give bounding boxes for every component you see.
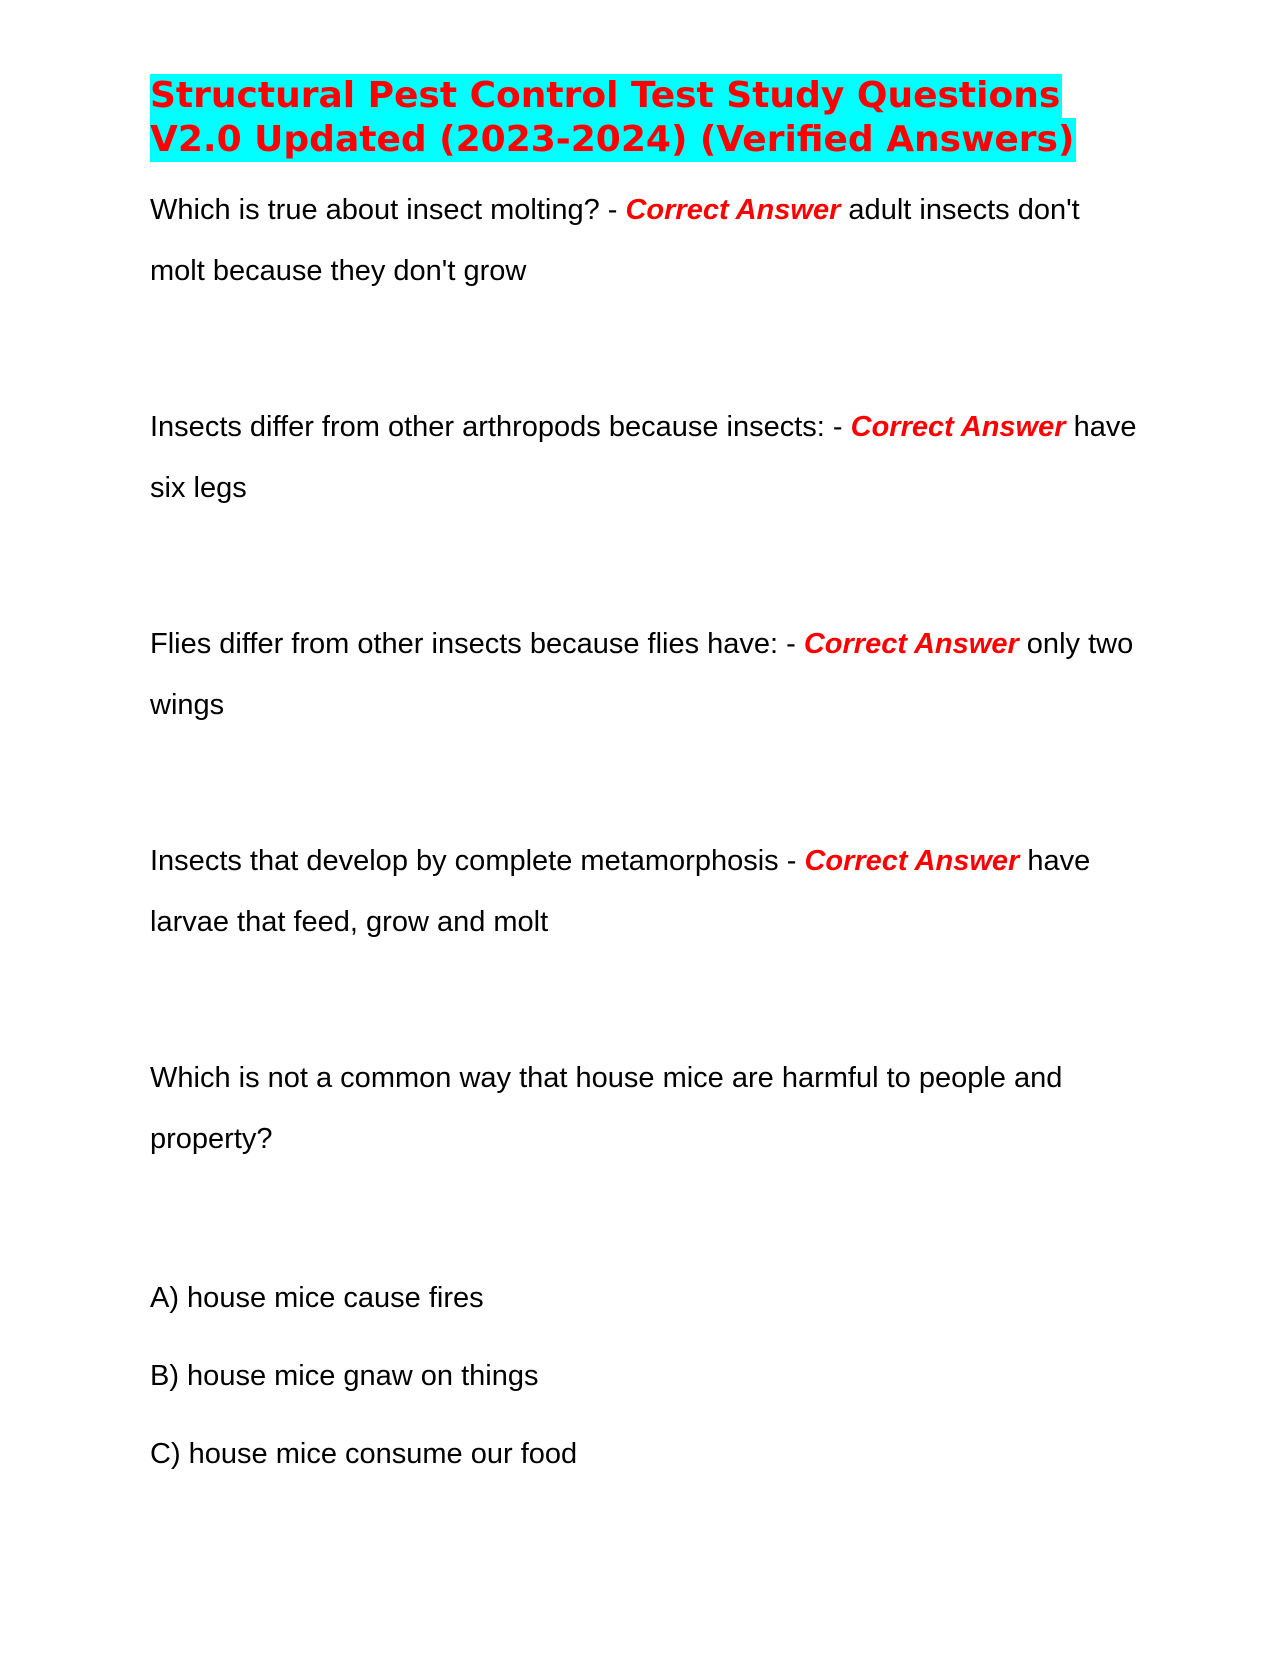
document-page — [150, 0, 1150, 1470]
open-question: Which is not a common way that house mice are harmful to people and property? — [150, 1062, 1063, 1155]
qa-item-4 — [150, 831, 1140, 953]
option-a: A) house mice cause fires — [150, 1282, 484, 1314]
title-line-1: Structural Pest Control Test Study Questions — [150, 75, 1061, 116]
question-text: Which is true about insect molting? - — [150, 194, 626, 226]
correct-answer-label: Correct Answer — [803, 628, 1019, 660]
answer-text: only two wings — [150, 628, 1134, 721]
qa-item-2 — [150, 397, 1140, 519]
correct-answer-label: Correct Answer — [850, 411, 1066, 443]
answer-text: have six legs — [150, 411, 1137, 504]
question-text: Insects differ from other arthropods because insects: - — [150, 411, 851, 443]
correct-answer-label: Correct Answer — [804, 845, 1020, 877]
qa-item-1 — [150, 180, 1140, 302]
qa-item-3 — [150, 614, 1140, 736]
option-c: C) house mice consume our food — [150, 1438, 578, 1470]
option-b: B) house mice gnaw on things — [150, 1360, 539, 1392]
title-line-2: V2.0 Updated (2023-2024) (Verified Answers) — [150, 119, 1075, 160]
correct-answer-label: Correct Answer — [625, 194, 841, 226]
question-text: Insects that develop by complete metamorphosis - — [150, 845, 805, 877]
question-text: Flies differ from other insects because flies have: - — [150, 628, 804, 660]
document-title — [150, 74, 1150, 162]
answer-text: have larvae that feed, grow and molt — [150, 845, 1091, 938]
answer-text: adult insects don't molt because they don't grow — [150, 194, 1080, 287]
